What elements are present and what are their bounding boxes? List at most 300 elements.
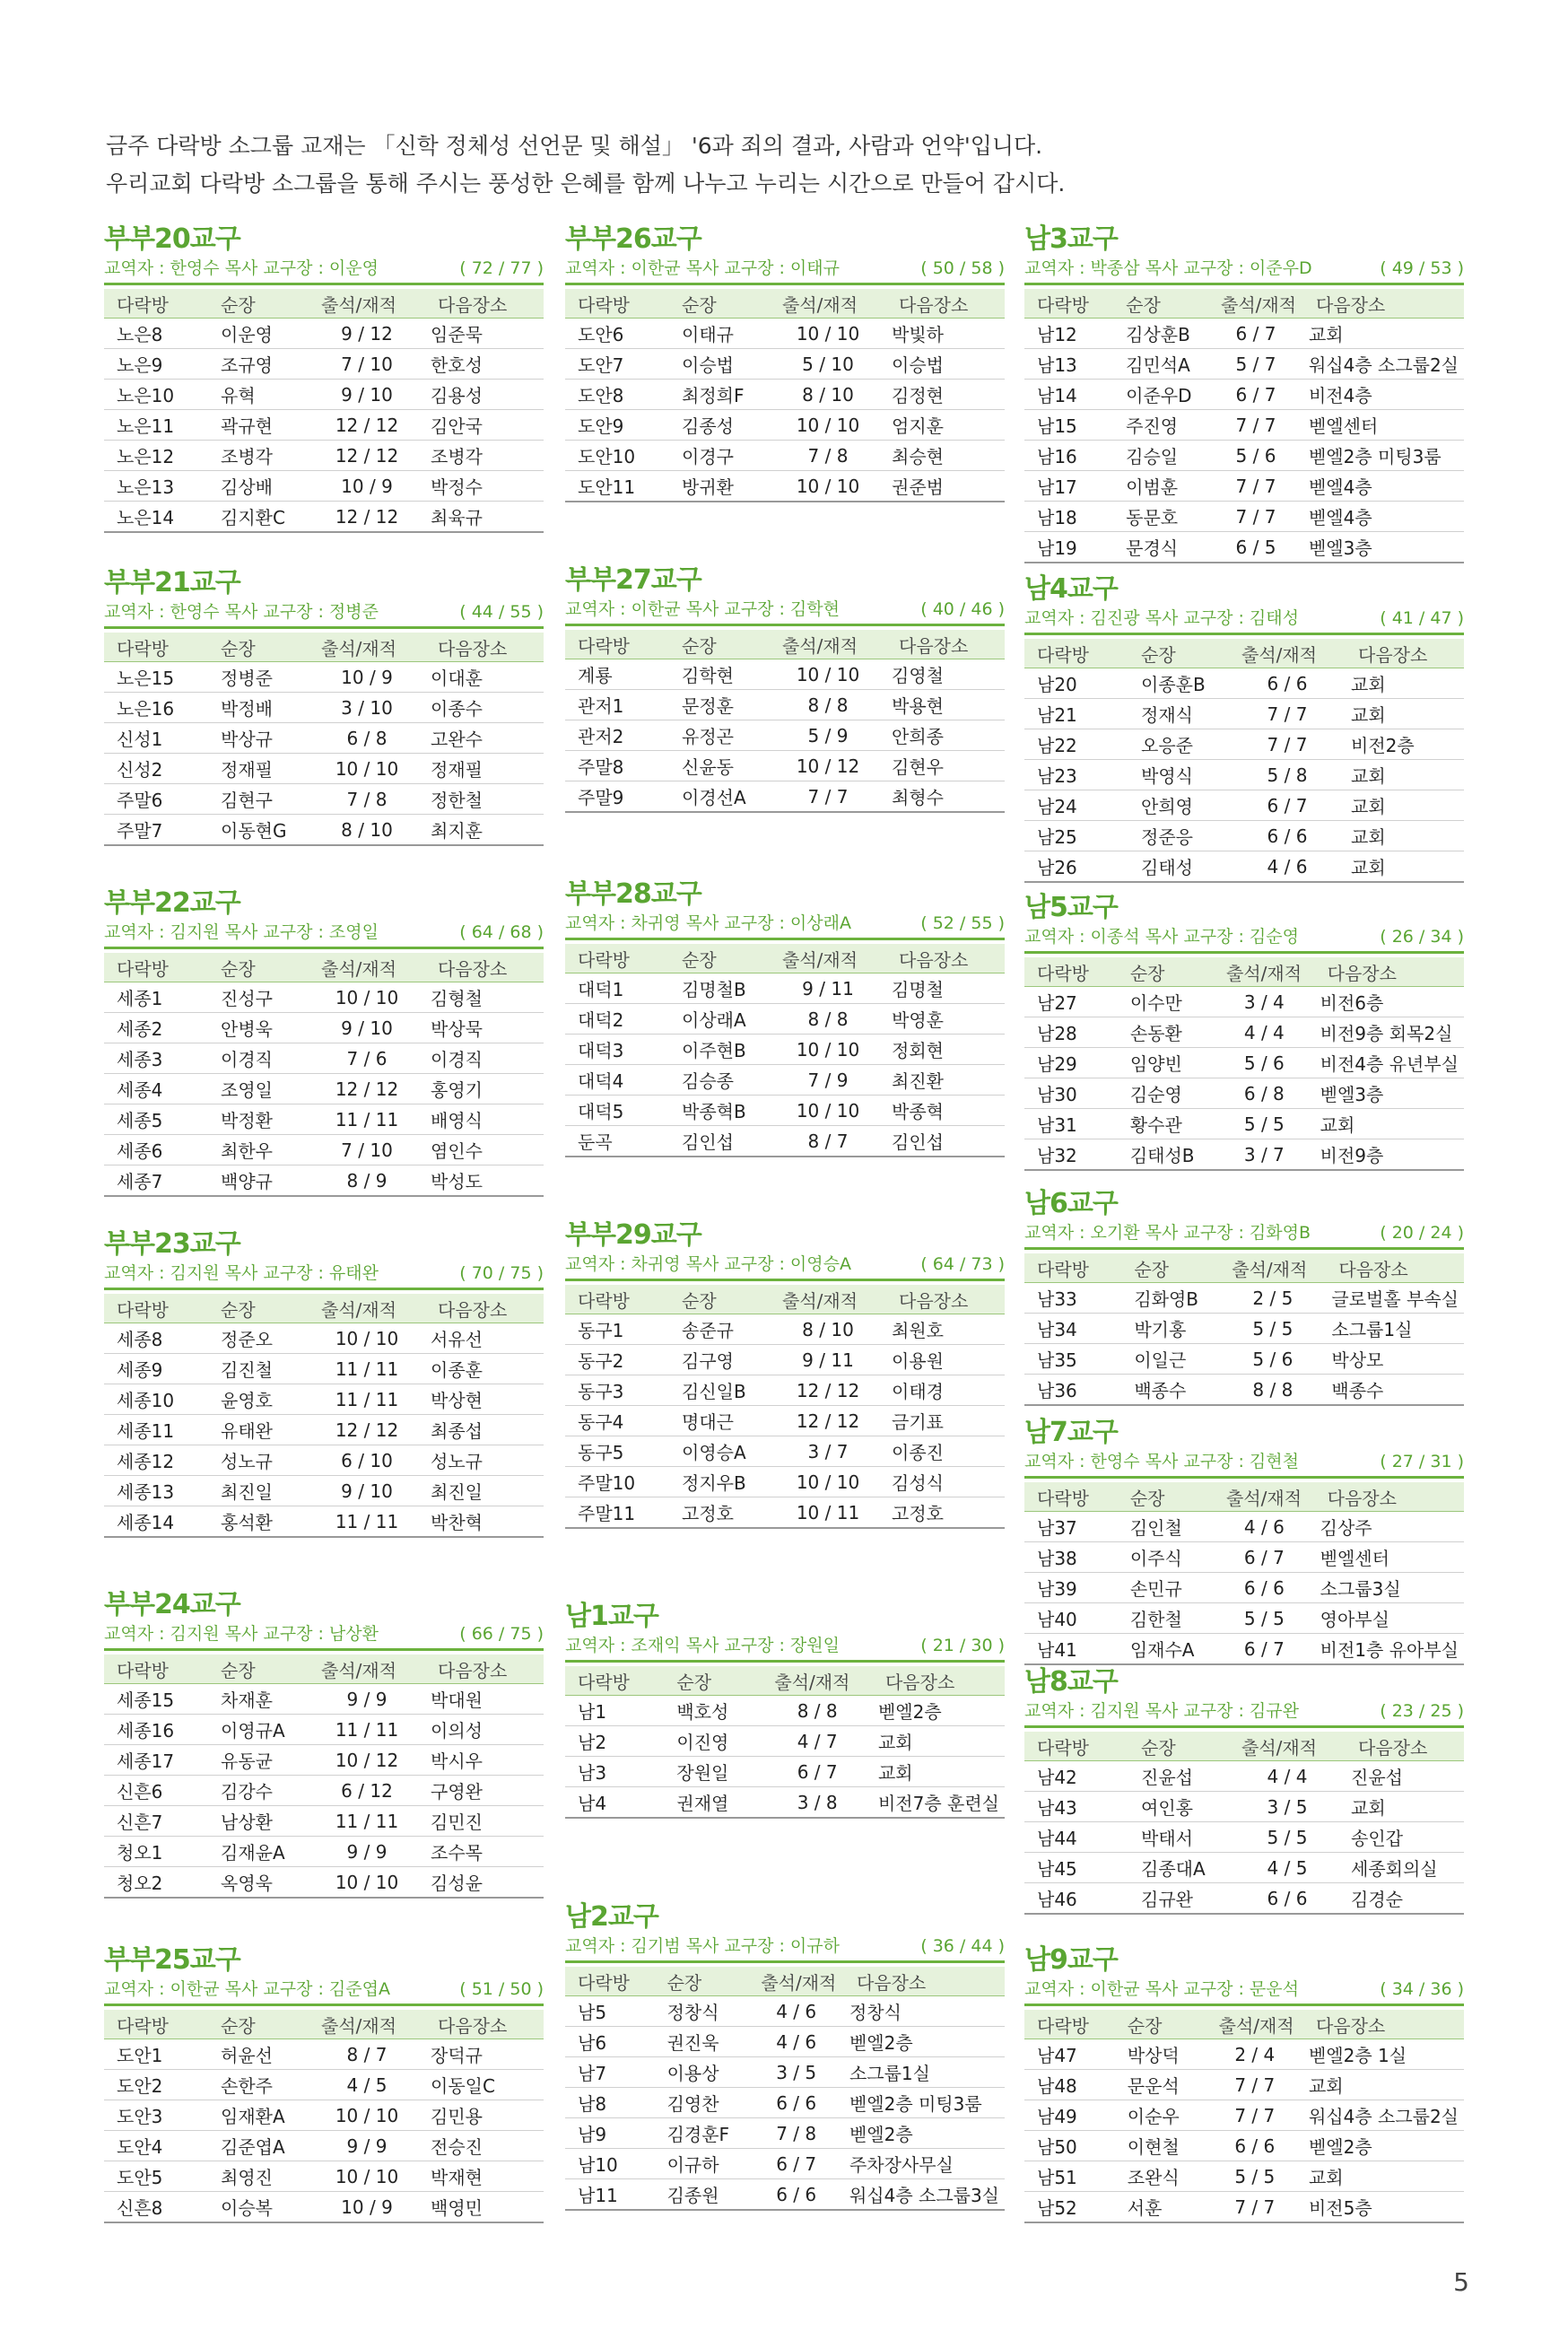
table-row <box>1024 502 1464 532</box>
leader-name: 김신일B <box>669 1375 770 1406</box>
group-name: 세종15 <box>104 1684 208 1715</box>
district-info <box>565 598 1005 626</box>
group-name: 세종1 <box>104 982 208 1013</box>
group-name: 도안9 <box>565 410 669 441</box>
column-header: 다락방 <box>104 289 208 319</box>
leader-name: 최한우 <box>208 1135 309 1166</box>
next-location: 글로벌홀 부속실 <box>1326 1283 1464 1314</box>
column-header: 다음장소 <box>1315 957 1464 987</box>
district-count: ( 50 / 58 ) <box>920 258 1005 278</box>
leader-name: 김경훈F <box>655 2118 749 2149</box>
district-group <box>1024 1416 1464 1665</box>
leader-name: 이운영 <box>208 319 309 349</box>
attendance: 9 / 10 <box>309 1476 425 1506</box>
next-location: 소그룹3실 <box>1315 1573 1464 1603</box>
attendance: 10 / 9 <box>309 662 425 693</box>
table-row <box>1024 2131 1464 2161</box>
group-name: 남5 <box>565 1996 655 2027</box>
attendance: 6 / 8 <box>1214 1078 1315 1109</box>
next-location: 김민진 <box>425 1806 544 1837</box>
attendance: 5 / 6 <box>1208 441 1303 471</box>
attendance: 3 / 7 <box>1214 1139 1315 1171</box>
next-location: 최종섭 <box>425 1415 544 1445</box>
leader-name: 김인섭 <box>669 1126 770 1157</box>
group-name: 남18 <box>1024 502 1113 532</box>
next-location: 박상묵 <box>425 1013 544 1043</box>
group-name: 남7 <box>565 2057 655 2088</box>
column-header: 순장 <box>1128 639 1229 668</box>
attendance: 5 / 9 <box>770 720 886 751</box>
group-name: 남51 <box>1024 2161 1115 2192</box>
attendance: 12 / 12 <box>309 410 425 441</box>
group-name: 남16 <box>1024 441 1113 471</box>
attendance: 10 / 12 <box>309 1745 425 1776</box>
attendance: 3 / 7 <box>770 1436 886 1467</box>
group-name: 세종4 <box>104 1074 208 1104</box>
district-title: 부부28교구 <box>565 878 701 910</box>
column-header: 출석/재적 <box>309 1294 425 1323</box>
next-location: 권준범 <box>886 471 1005 502</box>
table-row <box>565 1726 1005 1757</box>
table-header-row <box>565 1967 1005 1996</box>
leader-name: 오응준 <box>1128 729 1229 760</box>
table-row <box>104 1043 544 1074</box>
attendance-table <box>104 2010 544 2223</box>
column-header: 순장 <box>208 1654 309 1684</box>
intro-text <box>106 127 1451 203</box>
district-info <box>104 600 544 629</box>
district-title: 부부22교구 <box>104 887 240 919</box>
group-name: 신성2 <box>104 754 208 784</box>
attendance-table <box>104 1654 544 1899</box>
next-location: 정재필 <box>425 754 544 784</box>
next-location: 홍영기 <box>425 1074 544 1104</box>
column-header: 순장 <box>669 630 770 659</box>
leader-name: 이범훈 <box>1113 471 1208 502</box>
district-staff: 교역자 : 이한균 목사 교구장 : 문운석 <box>1024 1979 1299 1999</box>
leader-name: 이동현G <box>208 815 309 846</box>
group-name: 남37 <box>1024 1512 1118 1542</box>
group-name: 남11 <box>565 2179 655 2211</box>
table-row <box>104 1684 544 1715</box>
district-count: ( 44 / 55 ) <box>459 602 544 622</box>
district-count: ( 70 / 75 ) <box>459 1263 544 1283</box>
next-location: 박영훈 <box>886 1004 1005 1035</box>
table-row <box>104 2131 544 2161</box>
leader-name: 문운석 <box>1115 2070 1206 2100</box>
attendance: 7 / 8 <box>309 784 425 815</box>
next-location: 비전9층 회목2실 <box>1315 1017 1464 1048</box>
column-header: 출석/재적 <box>1229 639 1346 668</box>
attendance: 7 / 7 <box>770 781 886 813</box>
leader-name: 이승법 <box>669 349 770 380</box>
group-name: 남40 <box>1024 1603 1118 1634</box>
next-location: 김상주 <box>1315 1512 1464 1542</box>
district-group <box>1024 572 1464 883</box>
next-location: 이종수 <box>425 693 544 723</box>
table-row <box>565 2057 1005 2088</box>
table-header-row <box>565 1666 1005 1696</box>
attendance: 6 / 7 <box>762 1757 873 1787</box>
next-location: 임준묵 <box>425 319 544 349</box>
group-name: 세종16 <box>104 1715 208 1745</box>
group-name: 둔곡 <box>565 1126 669 1157</box>
table-row <box>104 1867 544 1899</box>
column-header: 다락방 <box>1024 957 1118 987</box>
table-row <box>1024 2070 1464 2100</box>
group-name: 노은13 <box>104 471 208 502</box>
attendance: 5 / 7 <box>1208 349 1303 380</box>
leader-name: 김민석A <box>1113 349 1208 380</box>
table-row <box>104 723 544 754</box>
attendance: 12 / 12 <box>309 441 425 471</box>
leader-name: 김준엽A <box>208 2131 309 2161</box>
leader-name: 손민규 <box>1118 1573 1214 1603</box>
table-row <box>104 1837 544 1867</box>
attendance: 11 / 11 <box>309 1104 425 1135</box>
table-row <box>1024 1017 1464 1048</box>
attendance: 9 / 9 <box>309 1684 425 1715</box>
table-row <box>104 1506 544 1538</box>
next-location: 최지훈 <box>425 815 544 846</box>
leader-name: 이진영 <box>664 1726 762 1757</box>
leader-name: 유동균 <box>208 1745 309 1776</box>
next-location: 이의성 <box>425 1715 544 1745</box>
column-header: 다음장소 <box>1346 639 1464 668</box>
group-name: 세종2 <box>104 1013 208 1043</box>
table-row <box>1024 2039 1464 2070</box>
next-location: 벧엘2층 <box>1303 2131 1464 2161</box>
group-name: 세종13 <box>104 1476 208 1506</box>
table-row <box>104 1445 544 1476</box>
attendance: 5 / 5 <box>1206 2161 1303 2192</box>
next-location: 김영철 <box>886 659 1005 690</box>
column-header: 순장 <box>1115 2010 1206 2039</box>
next-location: 박상모 <box>1326 1344 1464 1375</box>
table-header-row <box>1024 1253 1464 1283</box>
leader-name: 김승종 <box>669 1065 770 1096</box>
attendance: 9 / 9 <box>309 1837 425 1867</box>
column-header: 다락방 <box>1024 1482 1118 1512</box>
group-name: 남35 <box>1024 1344 1121 1375</box>
district-group <box>104 886 544 1197</box>
next-location: 세종회의실 <box>1346 1853 1464 1883</box>
table-header-row <box>104 953 544 982</box>
district-count: ( 26 / 34 ) <box>1380 927 1464 947</box>
next-location: 김정현 <box>886 380 1005 410</box>
table-row <box>565 380 1005 410</box>
table-row <box>1024 1822 1464 1853</box>
leader-name: 이수만 <box>1118 987 1214 1017</box>
next-location: 조수목 <box>425 1837 544 1867</box>
column-header: 순장 <box>669 289 770 319</box>
group-name: 남20 <box>1024 668 1128 699</box>
district-title: 남2교구 <box>565 1901 658 1933</box>
attendance: 5 / 5 <box>1214 1603 1315 1634</box>
district-group <box>104 566 544 846</box>
district-title: 부부29교구 <box>565 1219 701 1251</box>
leader-name: 임양빈 <box>1118 1048 1214 1078</box>
table-row <box>104 2070 544 2100</box>
attendance: 10 / 10 <box>770 319 886 349</box>
attendance: 6 / 7 <box>1229 790 1346 821</box>
attendance: 7 / 8 <box>748 2118 844 2149</box>
attendance: 10 / 10 <box>770 1467 886 1497</box>
column-header: 다락방 <box>104 1654 208 1684</box>
next-location: 박시우 <box>425 1745 544 1776</box>
table-row <box>1024 1109 1464 1139</box>
next-location: 진윤섭 <box>1346 1761 1464 1792</box>
leader-name: 이경직 <box>208 1043 309 1074</box>
group-name: 동구1 <box>565 1314 669 1345</box>
attendance: 6 / 7 <box>1208 319 1303 349</box>
attendance: 6 / 6 <box>748 2179 844 2211</box>
group-name: 노은14 <box>104 502 208 533</box>
group-name: 세종8 <box>104 1323 208 1354</box>
attendance: 4 / 5 <box>1229 1853 1346 1883</box>
next-location: 최진일 <box>425 1476 544 1506</box>
district-staff: 교역자 : 한영수 목사 교구장 : 이운영 <box>104 258 379 278</box>
group-name: 남29 <box>1024 1048 1118 1078</box>
district-info <box>1024 607 1464 635</box>
table-row <box>104 1415 544 1445</box>
district-info <box>565 1253 1005 1281</box>
district-info <box>104 257 544 285</box>
district-group <box>565 1900 1005 2211</box>
table-row <box>565 1996 1005 2027</box>
table-row <box>104 1074 544 1104</box>
leader-name: 김종대A <box>1128 1853 1229 1883</box>
leader-name: 백양규 <box>208 1166 309 1197</box>
group-name: 주말9 <box>565 781 669 813</box>
district-staff: 교역자 : 김진광 목사 교구장 : 김태성 <box>1024 608 1299 628</box>
group-name: 노은16 <box>104 693 208 723</box>
attendance-table <box>104 633 544 846</box>
next-location: 최형수 <box>886 781 1005 813</box>
attendance: 10 / 10 <box>309 982 425 1013</box>
column-header: 다음장소 <box>1346 1732 1464 1761</box>
leader-name: 이종훈B <box>1128 668 1229 699</box>
next-location: 정회현 <box>886 1035 1005 1065</box>
group-name: 신흔8 <box>104 2192 208 2223</box>
table-header-row <box>1024 289 1464 319</box>
next-location: 김명철 <box>886 973 1005 1004</box>
table-row <box>1024 1573 1464 1603</box>
group-name: 남10 <box>565 2149 655 2179</box>
table-row <box>104 662 544 693</box>
leader-name: 서훈 <box>1115 2192 1206 2223</box>
group-name: 남24 <box>1024 790 1128 821</box>
leader-name: 박영식 <box>1128 760 1229 790</box>
column-header: 순장 <box>664 1666 762 1696</box>
attendance: 4 / 4 <box>1214 1017 1315 1048</box>
table-row <box>104 1104 544 1135</box>
attendance: 8 / 10 <box>309 815 425 846</box>
attendance: 7 / 7 <box>1206 2100 1303 2131</box>
attendance: 9 / 10 <box>309 380 425 410</box>
group-name: 도안8 <box>565 380 669 410</box>
table-row <box>104 1135 544 1166</box>
group-name: 세종6 <box>104 1135 208 1166</box>
next-location: 벧엘센터 <box>1315 1542 1464 1573</box>
group-name: 도안11 <box>565 471 669 502</box>
next-location: 배영식 <box>425 1104 544 1135</box>
leader-name: 정재필 <box>208 754 309 784</box>
column-header: 다음장소 <box>886 944 1005 973</box>
table-row <box>1024 1603 1464 1634</box>
attendance: 6 / 6 <box>748 2088 844 2118</box>
attendance-table <box>565 1285 1005 1529</box>
next-location: 벧엘센터 <box>1303 410 1464 441</box>
table-header-row <box>104 2010 544 2039</box>
column-header: 다음장소 <box>425 1294 544 1323</box>
table-row <box>565 781 1005 813</box>
next-location: 벧엘2층 미팅3룸 <box>1303 441 1464 471</box>
column-header: 출석/재적 <box>309 953 425 982</box>
attendance: 10 / 10 <box>770 659 886 690</box>
attendance-table <box>565 944 1005 1157</box>
table-header-row <box>104 633 544 662</box>
table-row <box>565 1787 1005 1819</box>
district-info <box>565 912 1005 940</box>
group-name: 남22 <box>1024 729 1128 760</box>
table-row <box>104 410 544 441</box>
district-group <box>1024 1187 1464 1406</box>
leader-name: 유혁 <box>208 380 309 410</box>
column-header: 출석/재적 <box>1208 289 1303 319</box>
column-header: 다락방 <box>1024 1732 1128 1761</box>
district-group <box>1024 1943 1464 2223</box>
leader-name: 김인철 <box>1118 1512 1214 1542</box>
table-row <box>1024 699 1464 729</box>
district-title: 부부24교구 <box>104 1589 240 1620</box>
table-row <box>565 2027 1005 2057</box>
district-staff: 교역자 : 한영수 목사 교구장 : 김현철 <box>1024 1452 1299 1471</box>
next-location: 박성도 <box>425 1166 544 1197</box>
next-location: 전승진 <box>425 2131 544 2161</box>
leader-name: 이경선A <box>669 781 770 813</box>
group-name: 노은15 <box>104 662 208 693</box>
leader-name: 유정곤 <box>669 720 770 751</box>
table-row <box>104 502 544 533</box>
district-title: 부부27교구 <box>565 564 701 596</box>
next-location: 교회 <box>873 1757 1005 1787</box>
group-name: 주말10 <box>565 1467 669 1497</box>
district-group <box>1024 891 1464 1171</box>
table-row <box>565 2118 1005 2149</box>
column-header: 다음장소 <box>425 1654 544 1684</box>
column-header: 순장 <box>655 1967 749 1996</box>
column-header: 다음장소 <box>873 1666 1005 1696</box>
leader-name: 진윤섭 <box>1128 1761 1229 1792</box>
column-header: 순장 <box>669 944 770 973</box>
table-row <box>565 1314 1005 1345</box>
table-row <box>1024 851 1464 883</box>
attendance-table <box>1024 1482 1464 1665</box>
district-count: ( 66 / 75 ) <box>459 1624 544 1644</box>
district-count: ( 40 / 46 ) <box>920 599 1005 619</box>
attendance: 6 / 5 <box>1208 532 1303 563</box>
attendance: 3 / 10 <box>309 693 425 723</box>
column-header: 다락방 <box>104 1294 208 1323</box>
table-row <box>565 1696 1005 1726</box>
next-location: 벧엘2층 <box>873 1696 1005 1726</box>
next-location: 이승법 <box>886 349 1005 380</box>
column-header: 다락방 <box>565 630 669 659</box>
attendance-table <box>1024 289 1464 563</box>
leader-name: 박종혁B <box>669 1096 770 1126</box>
district-count: ( 41 / 47 ) <box>1380 608 1464 628</box>
leader-name: 권재열 <box>664 1787 762 1819</box>
group-name: 청오1 <box>104 1837 208 1867</box>
district-info <box>1024 1977 1464 2006</box>
leader-name: 정지우B <box>669 1467 770 1497</box>
group-name: 도안6 <box>565 319 669 349</box>
district-staff: 교역자 : 박종삼 목사 교구장 : 이준우D <box>1024 258 1312 278</box>
group-name: 노은10 <box>104 380 208 410</box>
district-title: 남3교구 <box>1024 223 1118 255</box>
table-row <box>1024 441 1464 471</box>
group-name: 세종7 <box>104 1166 208 1197</box>
leader-name: 이태규 <box>669 319 770 349</box>
column-header: 순장 <box>1128 1732 1229 1761</box>
next-location: 교회 <box>1346 760 1464 790</box>
group-name: 남25 <box>1024 821 1128 851</box>
attendance: 11 / 11 <box>309 1715 425 1745</box>
attendance: 10 / 10 <box>770 1096 886 1126</box>
table-row <box>104 2100 544 2131</box>
attendance: 12 / 12 <box>309 502 425 533</box>
leader-name: 이용상 <box>655 2057 749 2088</box>
attendance: 5 / 6 <box>1214 1048 1315 1078</box>
district-group <box>104 1588 544 1899</box>
attendance-table <box>1024 2010 1464 2223</box>
next-location: 박대원 <box>425 1684 544 1715</box>
district-group <box>104 1227 544 1538</box>
district-staff: 교역자 : 김지원 목사 교구장 : 남상환 <box>104 1624 379 1644</box>
next-location: 워십4층 소그룹3실 <box>844 2179 1005 2211</box>
table-row <box>1024 380 1464 410</box>
next-location: 금기표 <box>886 1406 1005 1436</box>
group-name: 남52 <box>1024 2192 1115 2223</box>
attendance-table <box>1024 957 1464 1171</box>
leader-name: 정병준 <box>208 662 309 693</box>
group-name: 남48 <box>1024 2070 1115 2100</box>
attendance: 7 / 10 <box>309 1135 425 1166</box>
leader-name: 홍석환 <box>208 1506 309 1538</box>
table-row <box>565 1757 1005 1787</box>
table-row <box>565 319 1005 349</box>
attendance: 8 / 10 <box>770 1314 886 1345</box>
district-title: 부부20교구 <box>104 223 240 255</box>
district-title: 남4교구 <box>1024 573 1118 605</box>
group-name: 주말11 <box>565 1497 669 1529</box>
table-row <box>1024 1139 1464 1171</box>
attendance: 7 / 10 <box>309 349 425 380</box>
next-location: 김인섭 <box>886 1126 1005 1157</box>
group-name: 남50 <box>1024 2131 1115 2161</box>
next-location: 비전4층 <box>1303 380 1464 410</box>
group-name: 동구3 <box>565 1375 669 1406</box>
column-header: 다음장소 <box>886 289 1005 319</box>
column-header: 출석/재적 <box>1229 1732 1346 1761</box>
table-row <box>565 1467 1005 1497</box>
intro-line-2: 우리교회 다락방 소그룹을 통해 주시는 풍성한 은혜를 함께 나누고 누리는 시간으로 만들어 갑시다. <box>106 170 1066 196</box>
group-name: 남12 <box>1024 319 1113 349</box>
group-name: 남9 <box>565 2118 655 2149</box>
group-name: 남39 <box>1024 1573 1118 1603</box>
next-location: 비전6층 <box>1315 987 1464 1017</box>
